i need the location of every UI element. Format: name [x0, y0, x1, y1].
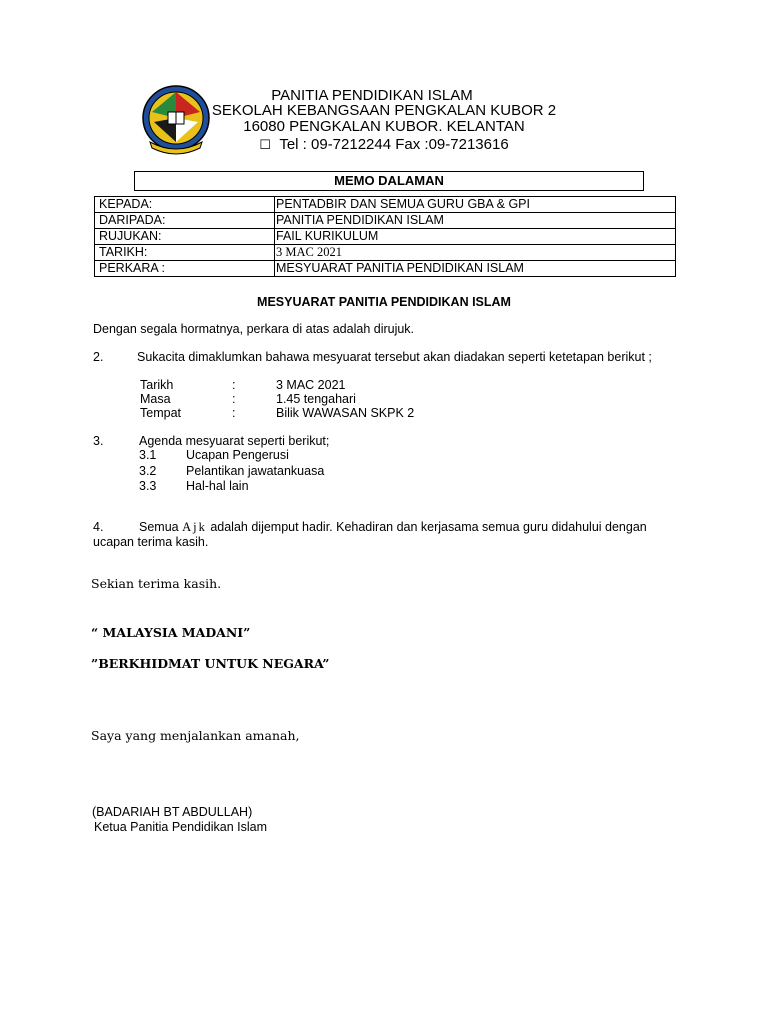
info-value: PANITIA PENDIDIKAN ISLAM	[275, 213, 676, 229]
detail-label: Tempat	[140, 406, 181, 420]
agenda-item: Ucapan Pengerusi	[186, 448, 289, 462]
para-4-line-2: ucapan terima kasih.	[93, 535, 209, 549]
info-label: PERKARA :	[95, 261, 275, 277]
info-label: DARIPADA:	[95, 213, 275, 229]
info-value: 3 MAC 2021	[275, 245, 676, 261]
agenda-number: 3.1	[139, 448, 157, 462]
info-label: TARIKH:	[95, 245, 275, 261]
signatory-title: Ketua Panitia Pendidikan Islam	[94, 820, 268, 834]
detail-label: Tarikh	[140, 378, 174, 392]
signatory-name: (BADARIAH BT ABDULLAH)	[92, 805, 253, 819]
detail-value: 1.45 tengahari	[276, 392, 356, 406]
para-4-pre: Semua	[139, 520, 179, 534]
table-row	[95, 197, 676, 213]
para-3-number: 3.	[93, 434, 104, 448]
info-value: FAIL KURIKULUM	[275, 229, 676, 245]
header-line-4	[0, 136, 768, 153]
info-value: MESYUARAT PANITIA PENDIDIKAN ISLAM	[275, 261, 676, 277]
header-line-3: 16080 PENGKALAN KUBOR. KELANTAN	[243, 118, 525, 135]
phone-icon: ☐	[259, 137, 271, 152]
slogan-berkhidmat: ”BERKHIDMAT UNTUK NEGARA”	[91, 656, 330, 671]
memo-title: MEMO DALAMAN	[134, 171, 644, 191]
para-4-text	[139, 520, 676, 535]
table-row	[95, 213, 676, 229]
memo-info-table	[94, 196, 676, 277]
table-row	[95, 229, 676, 245]
header-contact: Tel : 09-7212244 Fax :09-7213616	[279, 136, 509, 153]
agenda-item: Hal-hal lain	[186, 479, 249, 493]
header-line-2: SEKOLAH KEBANGSAAN PENGKALAN KUBOR 2	[211, 102, 557, 119]
para-2-number: 2.	[93, 350, 104, 364]
amanah-text: Saya yang menjalankan amanah,	[91, 728, 300, 743]
agenda-item: Pelantikan jawatankuasa	[186, 464, 325, 478]
para-4-number: 4.	[93, 520, 104, 534]
info-label: KEPADA:	[95, 197, 275, 213]
detail-sep: :	[232, 392, 236, 406]
header-line-1: PANITIA PENDIDIKAN ISLAM	[271, 87, 473, 104]
detail-value: 3 MAC 2021	[276, 378, 346, 392]
table-row	[95, 245, 676, 261]
slogan-malaysia-madani: “ MALAYSIA MADANI”	[91, 625, 251, 640]
subject-title: MESYUARAT PANITIA PENDIDIKAN ISLAM	[257, 295, 511, 309]
table-row	[95, 261, 676, 277]
para-3-text: Agenda mesyuarat seperti berikut;	[139, 434, 330, 448]
greeting-text: Dengan segala hormatnya, perkara di atas adalah dirujuk.	[93, 322, 415, 336]
detail-value: Bilik WAWASAN SKPK 2	[276, 406, 415, 420]
info-value: PENTADBIR DAN SEMUA GURU GBA & GPI	[275, 197, 676, 213]
closing-text: Sekian terima kasih.	[91, 576, 222, 591]
para-4-ajk: Ajk	[182, 520, 207, 534]
para-4-post: adalah dijemput hadir. Kehadiran dan kerjasama semua guru didahului dengan	[210, 520, 647, 534]
info-label: RUJUKAN:	[95, 229, 275, 245]
detail-label: Masa	[140, 392, 171, 406]
agenda-number: 3.2	[139, 464, 157, 478]
detail-sep: :	[232, 378, 236, 392]
detail-sep: :	[232, 406, 236, 420]
para-2-text: Sukacita dimaklumkan bahawa mesyuarat tersebut akan diadakan seperti ketetapan berikut ;	[137, 350, 652, 364]
agenda-number: 3.3	[139, 479, 157, 493]
